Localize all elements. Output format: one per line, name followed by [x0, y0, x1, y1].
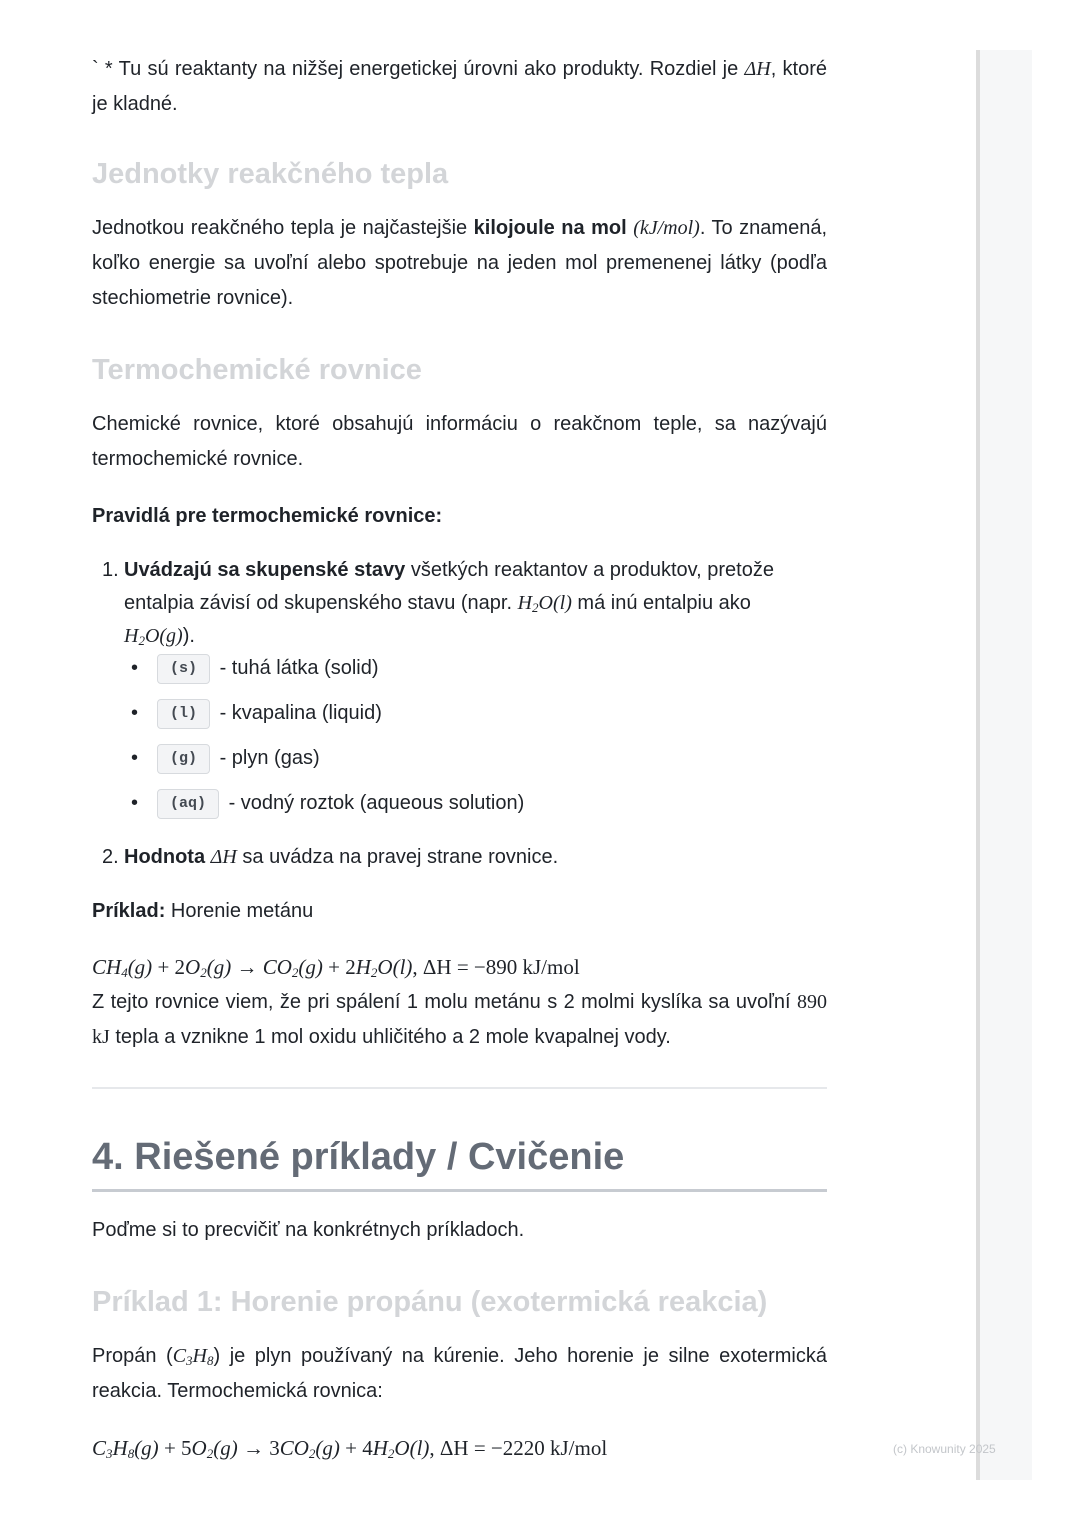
state-item-gas: • (g) - plyn (gas) — [124, 743, 827, 788]
document-page — [92, 50, 827, 1466]
side-panel — [976, 50, 1032, 1480]
methane-equation: $CH_4(g) + 2O_2(g) \to CO_2(g) + 2H_2O(l)$, ΔH = −890 kJ/mol — [92, 955, 580, 980]
thermo-heading: Termochemické rovnice — [92, 354, 422, 386]
example-title: Príklad: Horenie metánu — [92, 900, 314, 922]
solved-examples-heading: 4. Riešené príklady / Cvičenie — [92, 1133, 827, 1192]
methane-explanation: Z tejto rovnice viem, že pri spálení 1 molu metánu s 2 molmi kyslíka sa uvoľní 890 kJ tepla a vznikne 1 mol oxidu uhličitého a 2 mole kvapalnej vody. — [92, 991, 827, 1048]
states-list — [124, 653, 827, 833]
rule-2: 2. Hodnota ΔH sa uvádza na pravej strane rovnice. — [102, 846, 559, 868]
watermark: (c) Knowunity 2025 — [893, 1442, 996, 1456]
rule-1: 1. Uvádzajú sa skupenské stavy všetkých reaktantov a produktov, pretože entalpia závisí od skupenského stavu (napr. $H_2O(l)$ má inú entalpiu ako $H_2O(g)$). • (s) - tuhá látka (solid) • (l) - kvapalina (liquid) • (g) - plyn (gas) • (aq) - vodný roztok (aqueous solution) — [92, 554, 827, 833]
rules-list — [92, 554, 827, 874]
units-paragraph: Jednotkou reakčného tepla je najčastejšie kilojoule na mol (kJ/mol). To znamená, koľko energie sa uvoľní alebo spotrebuje na jeden mol premenenej látky (podľa stechiometrie rovnice). — [92, 217, 828, 309]
rules-heading: Pravidlá pre termochemické rovnice: — [92, 505, 443, 527]
state-item-liquid: • (l) - kvapalina (liquid) — [124, 698, 827, 743]
solved-intro: Poďme si to precvičiť na konkrétnych príkladoch. — [92, 1219, 525, 1241]
propane-equation: $C_3H_8(g) + 5O_2(g) \to 3CO_2(g) + 4H_2O(l)$, ΔH = −2220 kJ/mol — [92, 1436, 608, 1461]
section-divider — [92, 1087, 827, 1089]
state-item-aqueous: • (aq) - vodný roztok (aqueous solution) — [124, 788, 827, 833]
example1-paragraph: Propán $(C_3H_8)$ je plyn používaný na kúrenie. Jeho horenie je silne exotermická reakcia. Termochemická rovnica: — [92, 1345, 827, 1402]
thermo-paragraph: Chemické rovnice, ktoré obsahujú informáciu o reakčnom teple, sa nazývajú termochemické rovnice. — [92, 413, 827, 470]
intro-paragraph: ` * Tu sú reaktanty na nižšej energetickej úrovni ako produkty. Rozdiel je ΔH, ktoré je kladné. — [92, 58, 828, 115]
state-item-solid: • (s) - tuhá látka (solid) — [124, 653, 827, 698]
units-heading: Jednotky reakčného tepla — [92, 158, 449, 190]
example1-heading: Príklad 1: Horenie propánu (exotermická reakcia) — [92, 1286, 768, 1318]
